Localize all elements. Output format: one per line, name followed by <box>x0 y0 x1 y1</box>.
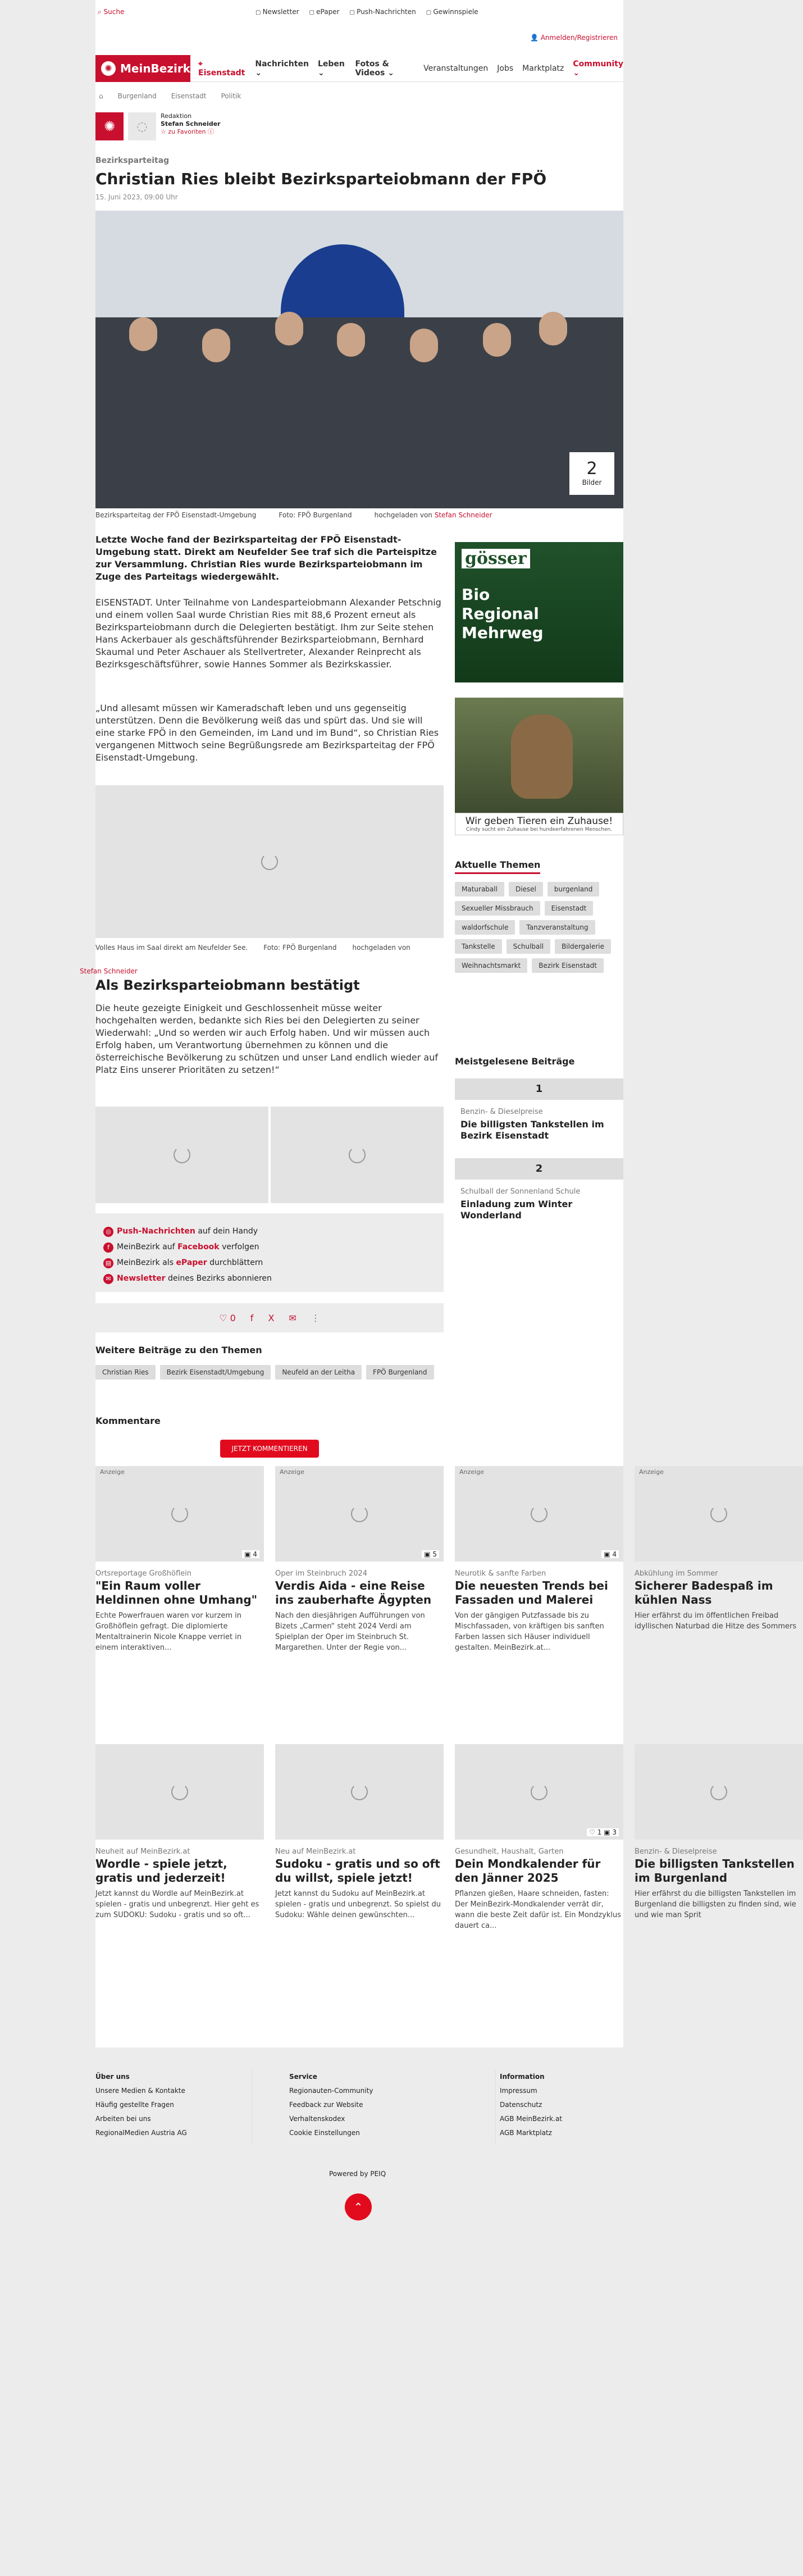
ad-caption-title: Wir geben Tieren ein Zuhause! <box>465 816 613 827</box>
author-info <box>161 112 221 140</box>
teaser-title: Sicherer Badespaß im kühlen Nass <box>635 1579 773 1606</box>
facebook-promo-text-end: verfolgen <box>219 1243 259 1251</box>
rank-badge: 2 <box>455 1158 623 1180</box>
loading-spinner-icon <box>351 1505 368 1522</box>
article-title: Christian Ries bleibt Bezirksparteiobmann der FPÖ <box>95 170 547 188</box>
teaser-title: Verdis Aida - eine Reise ins zauberhafte Ägypten <box>275 1579 432 1606</box>
footer-heading: Service <box>289 2073 317 2081</box>
epaper-link-text: ePaper <box>176 1258 207 1267</box>
person <box>483 323 511 357</box>
teaser-title: Die billigsten Tankstellen im Burgenland <box>635 1857 795 1885</box>
footer-link[interactable]: Unsere Medien & Kontakte <box>95 2087 185 2095</box>
nav-jobs[interactable]: Jobs <box>497 63 514 73</box>
author-avatar[interactable]: ◌ <box>128 112 156 140</box>
epaper-promo[interactable] <box>103 1255 436 1271</box>
caption-credit: Foto: FPÖ Burgenland <box>263 944 337 952</box>
x-share-icon[interactable]: X <box>268 1312 275 1323</box>
teaser-card[interactable] <box>455 1744 623 1931</box>
breadcrumb <box>99 92 241 100</box>
nav-veranstaltungen[interactable]: Veranstaltungen <box>423 63 489 73</box>
loading-spinner-icon <box>171 1783 188 1800</box>
facebook-icon: f <box>103 1243 113 1253</box>
teaser-image <box>95 1466 264 1562</box>
teaser-desc: Hier erfährst du im öffentlichen Freibad idyllischen Naturbad die Hitze des Sommers <box>635 1612 797 1631</box>
image-count: ▣ 4 <box>242 1550 259 1558</box>
person <box>337 323 365 357</box>
powered-by[interactable]: Powered by PEIQ <box>329 2170 386 2178</box>
nav-fotos-videos[interactable]: Fotos & Videos ⌄ <box>355 59 394 78</box>
facebook-promo-text: MeinBezirk auf <box>117 1243 178 1251</box>
nav-leben[interactable]: Leben ⌄ <box>317 59 345 78</box>
topic-tag[interactable]: Schulball <box>507 939 550 954</box>
most-read-title: Meistgelesene Beiträge <box>455 1056 575 1067</box>
epaper-icon: ▤ <box>103 1258 113 1268</box>
facebook-promo[interactable] <box>103 1239 436 1255</box>
rank-badge: 1 <box>455 1078 623 1100</box>
person <box>410 329 438 362</box>
location-label: Eisenstadt <box>198 68 245 78</box>
teaser-kicker: Neurotik & sanfte Farben <box>455 1569 546 1578</box>
footer-link[interactable]: Verhaltenskodex <box>289 2115 345 2123</box>
comments-title: Kommentare <box>95 1416 161 1426</box>
topics-title: Aktuelle Themen <box>455 859 540 874</box>
push-link[interactable]: ▢ Push-Nachrichten <box>350 8 416 16</box>
topbar <box>95 0 623 25</box>
teaser-image <box>635 1466 803 1562</box>
loading-spinner-icon <box>261 853 278 870</box>
tag[interactable]: Neufeld an der Leitha <box>275 1365 362 1380</box>
teaser-kicker: Oper im Steinbruch 2024 <box>275 1569 368 1578</box>
loading-spinner-icon <box>351 1783 368 1800</box>
ad-brand: gösser <box>462 549 530 568</box>
nav-marktplatz[interactable]: Marktplatz <box>522 63 564 73</box>
login-link[interactable]: 👤 Anmelden/Registrieren <box>530 34 618 42</box>
article-kicker: Bezirksparteitag <box>95 156 170 165</box>
topics-list <box>455 882 623 973</box>
ad-text: Bio Regional Mehrweg <box>462 585 544 642</box>
caption-uploaded: hochgeladen von <box>374 511 432 519</box>
hero-caption <box>95 511 492 519</box>
teaser-title: Sudoku - gratis und so oft du willst, spiele jetzt! <box>275 1857 440 1885</box>
share-bar <box>95 1303 444 1332</box>
teaser-desc: Pflanzen gießen, Haare schneiden, fasten: Der MeinBezirk-Mondkalender verrät dir, wann die beste Zeit dafür ist. Ein Mondzyklus dauert ca... <box>455 1890 621 1930</box>
dog-shape <box>511 714 573 799</box>
teaser-title: "Ein Raum voller Heldinnen ohne Umhang" <box>95 1579 258 1606</box>
ad-label: Anzeige <box>639 1468 664 1476</box>
footer-link[interactable]: RegionalMedien Austria AG <box>95 2129 187 2137</box>
ad-dog-image <box>455 698 623 813</box>
teaser-image <box>95 1744 264 1840</box>
article-lead: Letzte Woche fand der Bezirksparteitag der FPÖ Eisenstadt-Umgebung statt. Direkt am Neufelder See traf sich die Parteispitze zur Versammlung. Christian Ries wurde Bezirksparteiobmann im Zuge des Parteitags wiedergewählt. <box>95 534 437 582</box>
newsletter-promo[interactable] <box>103 1271 436 1286</box>
tag[interactable]: FPÖ Burgenland <box>366 1365 434 1380</box>
teaser-image <box>275 1466 444 1562</box>
most-read-link[interactable]: Die billigsten Tankstellen im Bezirk Eisenstadt <box>460 1119 604 1141</box>
ad-image <box>455 542 623 682</box>
gallery-count-label: Bilder <box>582 479 602 486</box>
footer-link[interactable]: Arbeiten bei uns <box>95 2115 151 2123</box>
teaser-card[interactable] <box>275 1466 444 1653</box>
divider <box>495 2070 496 2143</box>
caption-credit: Foto: FPÖ Burgenland <box>279 511 352 519</box>
facebook-share-icon[interactable]: f <box>250 1312 254 1323</box>
gallery-thumb[interactable] <box>271 1107 444 1203</box>
caption-uploaded: hochgeladen von <box>352 944 410 952</box>
epaper-link[interactable]: ▢ ePaper <box>309 8 340 16</box>
comment-button[interactable]: JETZT KOMMENTIEREN <box>220 1440 319 1458</box>
bell-icon: ◎ <box>103 1227 113 1237</box>
footer-link[interactable]: Feedback zur Website <box>289 2101 363 2109</box>
caption-text: Bezirksparteitag der FPÖ Eisenstadt-Umgebung <box>95 511 257 519</box>
teaser-desc: Echte Powerfrauen waren vor kurzem in Großhöflein gefragt. Die diplomierte Mentaltrainerin Nicole Knappe verriet in einem interaktiven... <box>95 1612 242 1652</box>
teaser-card[interactable] <box>635 1466 803 1632</box>
most-read-link[interactable]: Einladung zum Winter Wonderland <box>460 1199 573 1221</box>
most-read-kicker: Benzin- & Dieselpreise <box>460 1108 543 1116</box>
footer-link[interactable]: Impressum <box>500 2087 537 2095</box>
epaper-promo-text-end: durchblättern <box>207 1258 263 1267</box>
topic-tag[interactable]: Sexueller Missbrauch <box>455 901 540 916</box>
section-heading: Als Bezirksparteiobmann bestätigt <box>95 977 360 993</box>
caption-author-link[interactable]: Stefan Schneider <box>80 967 138 975</box>
ad-caption-sub: Cindy sucht ein Zuhause bei hundeerfahrenen Menschen. <box>466 827 613 832</box>
social-box <box>95 1213 444 1292</box>
logo[interactable] <box>95 55 190 82</box>
most-read-kicker: Schulball der Sonnenland Schule <box>460 1187 581 1196</box>
teaser-kicker: Benzin- & Dieselpreise <box>635 1847 717 1856</box>
more-options-icon[interactable]: ⋮ <box>311 1312 320 1323</box>
topic-tag[interactable]: Bezirk Eisenstadt <box>532 958 604 973</box>
favorite-button[interactable]: ☆ zu Favoriten ⓘ <box>161 128 215 135</box>
search-label: Suche <box>103 8 125 16</box>
ad-label: Anzeige <box>459 1468 484 1476</box>
footer-link[interactable]: Regionauten-Community <box>289 2087 373 2095</box>
search-link[interactable]: ⌕ Suche <box>98 8 125 16</box>
teaser-desc: Jetzt kannst du Wordle auf MeinBezirk.at spielen - gratis und unbegrenzt. Hier geht es zum SUDOKU: Sudoku - gratis und so oft... <box>95 1890 259 1919</box>
breadcrumb-politik[interactable]: Politik <box>221 92 241 100</box>
topic-tag[interactable]: Tanzveranstaltung <box>519 920 595 935</box>
teaser-title: Die neuesten Trends bei Fassaden und Malerei <box>455 1579 608 1606</box>
loading-spinner-icon <box>171 1505 188 1522</box>
footer-col-info <box>500 2070 562 2140</box>
teaser-kicker: Gesundheit, Haushalt, Garten <box>455 1847 564 1856</box>
mail-icon: ✉ <box>103 1274 113 1284</box>
topic-tag[interactable]: Weihnachtsmarkt <box>455 958 527 973</box>
related-title: Weitere Beiträge zu den Themen <box>95 1345 262 1355</box>
loading-spinner-icon <box>349 1146 366 1163</box>
loading-spinner-icon <box>710 1783 727 1800</box>
gewinnspiele-link[interactable]: ▢ Gewinnspiele <box>426 8 478 16</box>
article-paragraph: EISENSTADT. Unter Teilnahme von Landesparteiobmann Alexander Petschnig und einem vollen Saal wurde Christian Ries mit 88,6 Prozent erneut als Bezirksparteiobmann durch die Delegierten bestätigt. Ihm zur Seite stehen Hans Ackerbauer als geschäftsführender Bezirksparteiobmann, Bernhard Skaumal und Peter Aschauer als Stellvertreter, Alexander Reinprecht als Bezirksgeschäftsführer, sowie Hannes Sommer als Bezirkskassier. <box>95 597 441 670</box>
hero-image[interactable] <box>95 211 623 508</box>
teaser-desc: Von der gängigen Putzfassade bis zu Mischfassaden, von kräftigen bis sanften Farben lassen sich Häuser individuell gestalten. MeinBezirk.at... <box>455 1612 604 1652</box>
image-count: ▣ 4 <box>601 1550 619 1558</box>
gallery-thumb[interactable] <box>95 1107 268 1203</box>
gallery-count-button[interactable] <box>569 452 614 495</box>
gallery-count: 2 <box>586 459 597 479</box>
tag[interactable]: Christian Ries <box>95 1365 156 1380</box>
topic-tag[interactable]: Eisenstadt <box>545 901 594 916</box>
teaser-desc: Jetzt kannst du Sudoku auf MeinBezirk.at spielen - gratis und unbegrenzt. So spielst du Sudoku: Wähle deinen gewünschten... <box>275 1890 441 1919</box>
ad-label: Anzeige <box>100 1468 125 1476</box>
top-links <box>256 8 478 16</box>
teaser-card[interactable] <box>455 1466 623 1653</box>
footer-link[interactable]: Cookie Einstellungen <box>289 2129 360 2137</box>
teaser-kicker: Neu auf MeinBezirk.at <box>275 1847 356 1856</box>
teaser-desc: Hier erfährst du die billigsten Tankstellen im Burgenland die billigsten zu finden sind, wie und wie man Sprit <box>635 1890 796 1919</box>
push-promo-text: auf dein Handy <box>195 1227 258 1236</box>
teaser-title: Dein Mondkalender für den Jänner 2025 <box>455 1857 601 1885</box>
logo-seal-icon: ✺ <box>101 61 116 76</box>
mail-share-icon[interactable]: ✉ <box>289 1312 296 1323</box>
author-box <box>95 112 221 140</box>
image-caption <box>80 944 444 975</box>
teaser-kicker: Neuheit auf MeinBezirk.at <box>95 1847 190 1856</box>
teaser-card[interactable] <box>95 1744 264 1920</box>
newsletter-link[interactable]: ▢ Newsletter <box>256 8 299 16</box>
push-link-text: Push-Nachrichten <box>117 1227 195 1236</box>
loading-spinner-icon <box>710 1505 727 1522</box>
nav-community[interactable]: Community ⌄ <box>573 59 623 78</box>
teaser-image <box>455 1466 623 1562</box>
scroll-top-button[interactable]: ⌃ <box>345 2193 372 2220</box>
ad-banner[interactable] <box>455 698 623 835</box>
teaser-card[interactable] <box>95 1466 264 1653</box>
person <box>539 312 567 345</box>
ad-label: Anzeige <box>280 1468 304 1476</box>
login-label: Anmelden/Registrieren <box>540 34 618 42</box>
footer-link[interactable]: AGB Marktplatz <box>500 2129 552 2137</box>
caption-author-link[interactable]: Stefan Schneider <box>434 511 492 519</box>
newsletter-link-text: Newsletter <box>117 1274 166 1283</box>
footer-link[interactable]: AGB MeinBezirk.at <box>500 2115 563 2123</box>
push-promo[interactable] <box>103 1223 436 1239</box>
related-tags <box>95 1365 444 1380</box>
topic-tag[interactable]: Maturaball <box>455 882 504 896</box>
org-logo-icon[interactable]: ✺ <box>95 112 124 140</box>
loading-spinner-icon <box>531 1783 548 1800</box>
teaser-image <box>275 1744 444 1840</box>
topic-tag[interactable]: Bildergalerie <box>555 939 611 954</box>
footer-heading: Information <box>500 2073 545 2081</box>
topic-tag[interactable]: Tankstelle <box>455 939 502 954</box>
image-count: ♡ 1 ▣ 3 <box>587 1828 619 1836</box>
newsletter-promo-text: deines Bezirks abonnieren <box>165 1274 272 1283</box>
article-paragraph: Die heute gezeigte Einigkeit und Geschlossenheit müsse weiter hochgehalten werden, bedankte sich Ries bei den Delegierten zu seiner Wiederwahl: „Und so werden wir auch Erfolg haben. Und wir müssen auch Erfolg haben, um Verantwortung übernehmen zu können und die österreichische Bevölkerung zu schützen und unser Land endlich wieder auf Platz Eins unserer Prioritäten zu setzen!“ <box>95 1003 439 1075</box>
footer-heading: Über uns <box>95 2073 130 2081</box>
ad-caption <box>455 813 623 835</box>
teaser-card[interactable] <box>275 1744 444 1920</box>
topic-tag[interactable]: Diesel <box>509 882 543 896</box>
teaser-image <box>635 1744 803 1840</box>
person <box>275 312 303 345</box>
article-date: 15. Juni 2023, 09:00 Uhr <box>95 193 178 201</box>
home-icon[interactable]: ⌂ <box>99 92 103 100</box>
person <box>202 329 230 362</box>
author-name[interactable]: Stefan Schneider <box>161 120 221 128</box>
author-role: Redaktion <box>161 112 192 120</box>
epaper-promo-text: MeinBezirk als <box>117 1258 176 1267</box>
caption-text: Volles Haus im Saal direkt am Neufelder See. <box>95 944 248 952</box>
main-nav <box>95 55 623 82</box>
person <box>129 317 157 351</box>
like-button[interactable]: ♡ 0 <box>219 1312 236 1323</box>
topic-tag[interactable]: waldorfschule <box>455 920 515 935</box>
teaser-image <box>455 1744 623 1840</box>
tag[interactable]: Bezirk Eisenstadt/Umgebung <box>160 1365 271 1380</box>
footer-col-about <box>95 2070 187 2140</box>
image-count: ▣ 5 <box>422 1550 439 1558</box>
footer-link[interactable]: Datenschutz <box>500 2101 542 2109</box>
loading-spinner-icon <box>174 1146 190 1163</box>
nav-nachrichten[interactable]: Nachrichten ⌄ <box>255 59 309 78</box>
teaser-kicker: Ortsreportage Großhöflein <box>95 1569 192 1578</box>
logo-text: MeinBezirk <box>120 61 191 75</box>
topic-tag[interactable]: burgenland <box>548 882 599 896</box>
article-image[interactable] <box>95 785 444 938</box>
footer <box>95 2047 623 2149</box>
ad-banner[interactable] <box>455 542 623 682</box>
teaser-kicker: Abkühlung im Sommer <box>635 1569 718 1578</box>
facebook-link-text: Facebook <box>177 1243 220 1251</box>
page <box>80 0 623 2047</box>
footer-link[interactable]: Häufig gestellte Fragen <box>95 2101 174 2109</box>
teaser-card[interactable] <box>635 1744 803 1920</box>
breadcrumb-burgenland[interactable]: Burgenland <box>117 92 157 100</box>
teaser-title: Wordle - spiele jetzt, gratis und jederzeit! <box>95 1857 227 1885</box>
loading-spinner-icon <box>531 1505 548 1522</box>
breadcrumb-eisenstadt[interactable]: Eisenstadt <box>171 92 207 100</box>
footer-col-service <box>289 2070 373 2140</box>
article-paragraph: „Und allesamt müssen wir Kameradschaft leben und uns gegenseitig unterstützen. Denn die Bevölkerung weiß das und spürt das. Und sie will eine starke FPÖ in den Gemeinden, im Land und im Bund“, so Christian Ries vergangenen Mittwoch seine Begrüßungsrede am Bezirksparteitag der FPÖ Eisenstadt-Umgebung. <box>95 703 439 763</box>
teaser-desc: Nach den diesjährigen Aufführungen von Bizets „Carmen“ steht 2024 Verdi am Spielplan der Oper im Steinbruch St. Margarethen. Unter der Regie von... <box>275 1612 425 1652</box>
location-selector[interactable]: ⌖ Eisenstadt <box>198 59 245 78</box>
